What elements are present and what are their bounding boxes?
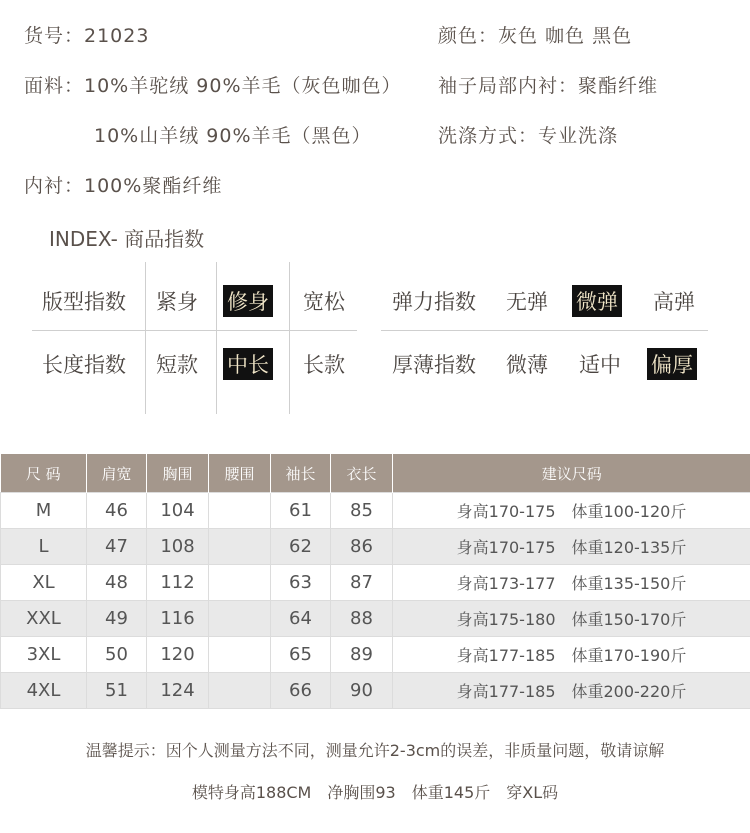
header-length: 衣长 [331, 454, 393, 493]
elasticity-option-none: 无弹 [506, 290, 548, 314]
index-title: INDEX- 商品指数 [49, 227, 205, 251]
size-table-header-row [1, 454, 750, 493]
cell-size: XXL [1, 601, 87, 637]
cell-chest: 104 [147, 493, 209, 529]
header-shoulder: 肩宽 [87, 454, 147, 493]
cell-waist [209, 565, 271, 601]
table-row [1, 529, 750, 565]
cell-recommended: 身高170-175 体重120-135斤 [393, 529, 750, 565]
elasticity-option-high: 高弹 [653, 290, 695, 314]
cell-chest: 124 [147, 673, 209, 709]
model-info: 模特身高188CM 净胸围93 体重145斤 穿XL码 [191, 783, 559, 802]
header-waist: 腰围 [209, 454, 271, 493]
cell-sleeve: 61 [271, 493, 331, 529]
cell-recommended: 身高177-185 体重200-220斤 [393, 673, 750, 709]
item-number: 货号：21023 [24, 25, 150, 47]
cell-sleeve: 66 [271, 673, 331, 709]
fit-option-tight: 紧身 [156, 290, 198, 314]
thickness-index-label: 厚薄指数 [392, 353, 476, 377]
washing-line: 洗涤方式：专业洗涤 [438, 125, 619, 147]
fabric-line-1: 面料：10%羊驼绒 90%羊毛（灰色咖色） [24, 75, 402, 97]
cell-waist [209, 529, 271, 565]
table-row [1, 637, 750, 673]
fit-option-loose: 宽松 [303, 290, 345, 314]
cell-waist [209, 601, 271, 637]
header-size: 尺 码 [1, 454, 87, 493]
table-row [1, 565, 750, 601]
header-sleeve: 袖长 [271, 454, 331, 493]
cell-size: 4XL [1, 673, 87, 709]
cell-length: 88 [331, 601, 393, 637]
header-chest: 胸围 [147, 454, 209, 493]
cell-shoulder: 49 [87, 601, 147, 637]
cell-size: L [1, 529, 87, 565]
fit-index-label: 版型指数 [42, 290, 126, 314]
colors-line: 颜色：灰色 咖色 黑色 [438, 25, 633, 47]
table-row [1, 673, 750, 709]
fabric-line-2: 10%山羊绒 90%羊毛（黑色） [94, 125, 372, 147]
cell-shoulder: 51 [87, 673, 147, 709]
cell-recommended: 身高175-180 体重150-170斤 [393, 601, 750, 637]
cell-length: 86 [331, 529, 393, 565]
index-divider [216, 262, 217, 414]
index-divider [145, 262, 146, 414]
length-index-label: 长度指数 [42, 353, 126, 377]
cell-length: 90 [331, 673, 393, 709]
thickness-option-thin: 微薄 [506, 353, 548, 377]
thickness-option-medium: 适中 [579, 353, 621, 377]
cell-sleeve: 62 [271, 529, 331, 565]
header-recommended: 建议尺码 [393, 454, 750, 493]
cell-shoulder: 48 [87, 565, 147, 601]
cell-waist [209, 493, 271, 529]
cell-sleeve: 64 [271, 601, 331, 637]
cell-length: 85 [331, 493, 393, 529]
cell-shoulder: 50 [87, 637, 147, 673]
cell-recommended: 身高170-175 体重100-120斤 [393, 493, 750, 529]
length-option-short: 短款 [156, 353, 198, 377]
size-table [0, 454, 750, 709]
cell-chest: 112 [147, 565, 209, 601]
cell-recommended: 身高177-185 体重170-190斤 [393, 637, 750, 673]
length-option-long: 长款 [303, 353, 345, 377]
table-row [1, 601, 750, 637]
cell-sleeve: 65 [271, 637, 331, 673]
cell-waist [209, 637, 271, 673]
cell-shoulder: 46 [87, 493, 147, 529]
cell-chest: 116 [147, 601, 209, 637]
index-divider [381, 330, 708, 331]
cell-waist [209, 673, 271, 709]
elasticity-index-label: 弹力指数 [392, 290, 476, 314]
cell-shoulder: 47 [87, 529, 147, 565]
lining-line: 内衬：100%聚酯纤维 [24, 175, 223, 197]
cell-chest: 108 [147, 529, 209, 565]
cell-size: 3XL [1, 637, 87, 673]
elasticity-option-slight-selected: 微弹 [572, 285, 622, 317]
fit-option-slim-selected: 修身 [223, 285, 273, 317]
cell-length: 89 [331, 637, 393, 673]
cell-length: 87 [331, 565, 393, 601]
cell-recommended: 身高173-177 体重135-150斤 [393, 565, 750, 601]
measurement-tip: 温馨提示：因个人测量方法不同，测量允许2-3cm的误差，非质量问题，敬请谅解 [85, 741, 665, 760]
length-option-mid-selected: 中长 [223, 348, 273, 380]
index-divider [32, 330, 357, 331]
thickness-option-thick-selected: 偏厚 [647, 348, 697, 380]
cell-sleeve: 63 [271, 565, 331, 601]
sleeve-lining-line: 袖子局部内衬：聚酯纤维 [438, 75, 659, 97]
cell-chest: 120 [147, 637, 209, 673]
table-row [1, 493, 750, 529]
index-divider [289, 262, 290, 414]
cell-size: M [1, 493, 87, 529]
cell-size: XL [1, 565, 87, 601]
